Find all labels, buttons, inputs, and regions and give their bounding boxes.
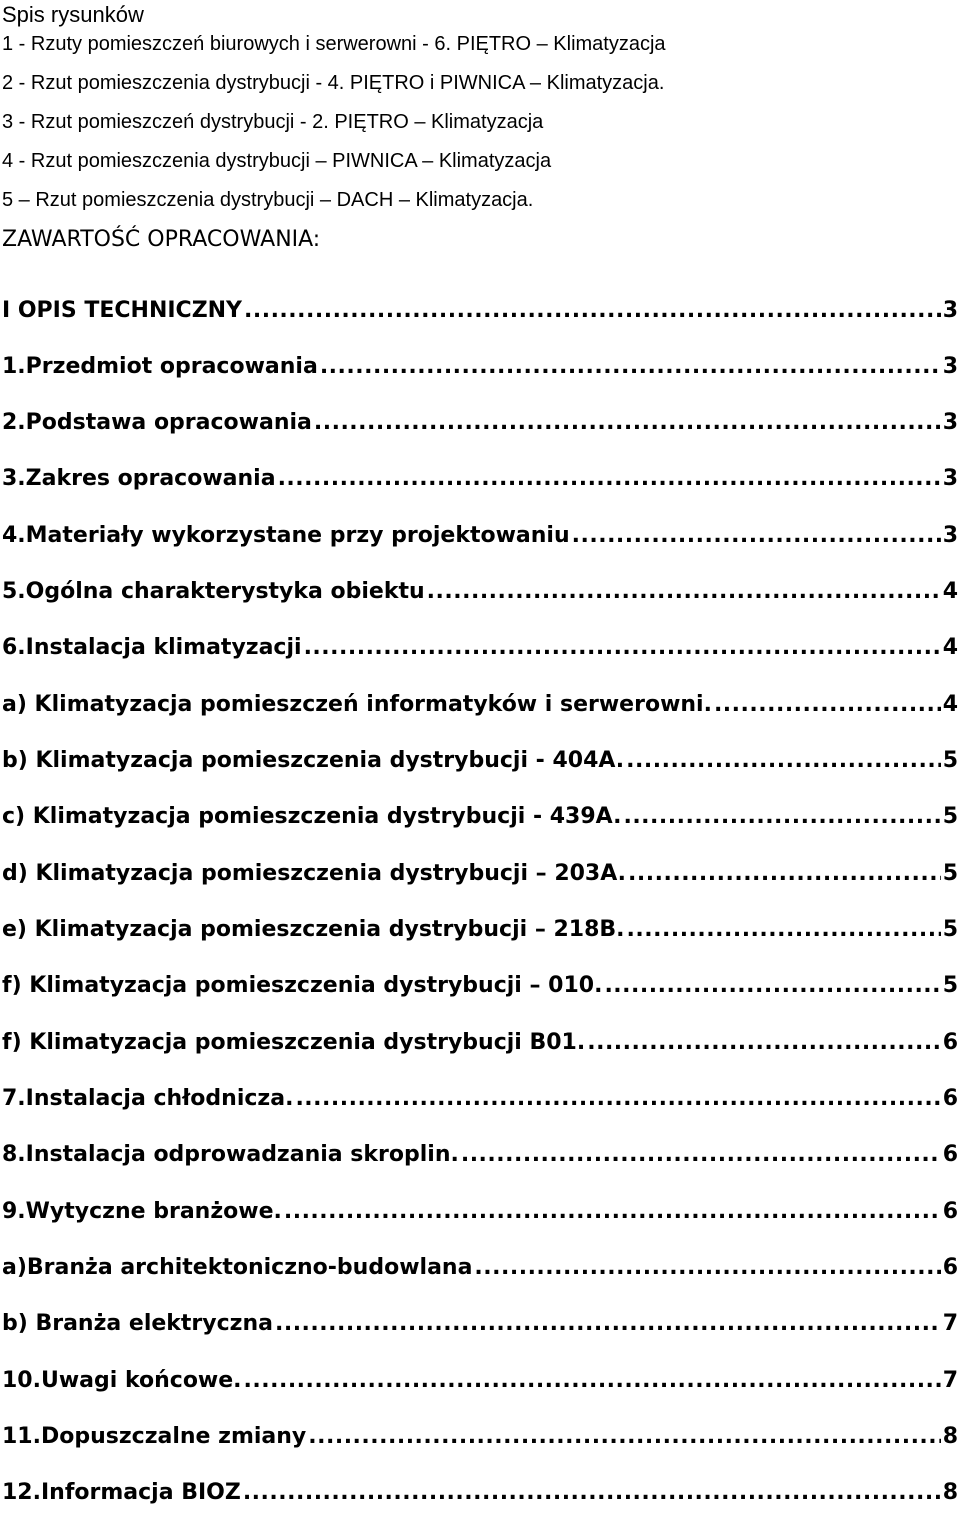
toc-entry-title: c) Klimatyzacja pomieszczenia dystrybucji - 439A. (2, 804, 622, 829)
toc-entry-title: b) Klimatyzacja pomieszczenia dystrybucji - 404A. (2, 748, 625, 773)
toc-leader-dots (627, 912, 941, 948)
toc-entry[interactable] (2, 1363, 958, 1399)
toc-entry-title: 1.Przedmiot opracowania (2, 354, 318, 379)
toc-entry-title: d) Klimatyzacja pomieszczenia dystrybucji – 203A. (2, 861, 627, 886)
toc-entry-title: 6.Instalacja klimatyzacji (2, 635, 302, 660)
toc-entry-page: 6 (942, 1030, 958, 1055)
toc-entry[interactable] (2, 518, 958, 554)
toc-entry-page: 7 (942, 1368, 958, 1393)
toc-entry-page: 7 (942, 1311, 958, 1336)
toc-entry-page: 4 (942, 579, 958, 604)
toc-entry-title: f) Klimatyzacja pomieszczenia dystrybucji – 010. (2, 973, 603, 998)
toc-entry[interactable] (2, 1025, 958, 1061)
toc-entry-title: 9.Wytyczne branżowe. (2, 1199, 282, 1224)
toc-entry[interactable] (2, 687, 958, 723)
toc-leader-dots (427, 574, 941, 610)
toc-leader-dots (604, 968, 940, 1004)
toc-entry-page: 5 (942, 861, 958, 886)
toc-leader-dots (626, 743, 941, 779)
toc-leader-dots (308, 1419, 940, 1455)
toc-leader-dots (284, 1194, 941, 1230)
toc-entry[interactable] (2, 968, 958, 1004)
toc-entry[interactable] (2, 1419, 958, 1455)
toc-leader-dots (243, 1475, 941, 1511)
toc-entry-title: 5.Ogólna charakterystyka obiektu (2, 579, 425, 604)
toc-entry-page: 6 (942, 1199, 958, 1224)
toc-entry[interactable] (2, 349, 958, 385)
toc-entry[interactable] (2, 293, 958, 329)
toc-entry[interactable] (2, 912, 958, 948)
toc-entry[interactable] (2, 1475, 958, 1511)
toc-entry-page: 4 (942, 692, 958, 717)
toc-entry[interactable] (2, 630, 958, 666)
toc-leader-dots (314, 405, 941, 441)
toc-leader-dots (244, 1363, 941, 1399)
toc-entry-page: 3 (942, 410, 958, 435)
toc-entry-title: 4.Materiały wykorzystane przy projektowaniu (2, 523, 570, 548)
toc-leader-dots (278, 461, 941, 497)
toc-entry-page: 4 (942, 635, 958, 660)
toc-leader-dots (244, 293, 941, 329)
toc-entry-title: I OPIS TECHNICZNY (2, 298, 242, 323)
toc-entry-page: 3 (942, 523, 958, 548)
toc-entry-page: 3 (942, 298, 958, 323)
figure-item-2: 2 - Rzut pomieszczenia dystrybucji - 4. PIĘTRO i PIWNICA – Klimatyzacja. (2, 72, 665, 94)
toc-entry[interactable] (2, 1194, 958, 1230)
contents-heading: ZAWARTOŚĆ OPRACOWANIA: (2, 227, 321, 252)
toc-entry-title: f) Klimatyzacja pomieszczenia dystrybucji B01. (2, 1030, 586, 1055)
toc-entry-title: a) Klimatyzacja pomieszczeń informatyków i serwerowni. (2, 692, 712, 717)
toc-entry[interactable] (2, 1250, 958, 1286)
figure-item-4: 4 - Rzut pomieszczenia dystrybucji – PIWNICA – Klimatyzacja (2, 150, 552, 172)
toc-entry-page: 5 (942, 804, 958, 829)
toc-entry-title: 2.Podstawa opracowania (2, 410, 312, 435)
toc-entry-page: 6 (942, 1255, 958, 1280)
toc-leader-dots (474, 1250, 940, 1286)
toc-leader-dots (295, 1081, 940, 1117)
toc-entry[interactable] (2, 1137, 958, 1173)
toc-entry[interactable] (2, 461, 958, 497)
toc-leader-dots (714, 687, 941, 723)
toc-entry-page: 5 (942, 748, 958, 773)
figure-item-1: 1 - Rzuty pomieszczeń biurowych i serwerowni - 6. PIĘTRO – Klimatyzacja (2, 33, 666, 55)
figures-heading: Spis rysunków (2, 2, 144, 27)
toc-entry[interactable] (2, 405, 958, 441)
toc-leader-dots (572, 518, 941, 554)
toc-entry[interactable] (2, 1306, 958, 1342)
toc-entry-page: 3 (942, 354, 958, 379)
toc-entry-title: 7.Instalacja chłodnicza. (2, 1086, 294, 1111)
toc-leader-dots (461, 1137, 941, 1173)
toc-entry-title: 10.Uwagi końcowe. (2, 1368, 242, 1393)
toc-entry[interactable] (2, 743, 958, 779)
toc-entry[interactable] (2, 856, 958, 892)
toc-leader-dots (304, 630, 941, 666)
toc-entry-page: 8 (942, 1424, 958, 1449)
toc-entry-page: 5 (942, 973, 958, 998)
toc-leader-dots (628, 856, 941, 892)
toc-entry-page: 5 (942, 917, 958, 942)
toc-entry-title: 11.Dopuszczalne zmiany (2, 1424, 307, 1449)
figure-item-5: 5 – Rzut pomieszczenia dystrybucji – DACH – Klimatyzacja. (2, 189, 534, 211)
toc-leader-dots (623, 799, 940, 835)
toc-entry[interactable] (2, 799, 958, 835)
toc-entry-title: e) Klimatyzacja pomieszczenia dystrybucji – 218B. (2, 917, 625, 942)
toc-entry-title: 8.Instalacja odprowadzania skroplin. (2, 1142, 459, 1167)
toc-entry-title: a)Branża architektoniczno-budowlana (2, 1255, 473, 1280)
toc-entry-page: 3 (942, 466, 958, 491)
toc-entry-title: b) Branża elektryczna (2, 1311, 273, 1336)
toc-entry-page: 6 (942, 1142, 958, 1167)
toc-leader-dots (587, 1025, 940, 1061)
toc-entry[interactable] (2, 1081, 958, 1117)
toc-leader-dots (320, 349, 941, 385)
toc-leader-dots (275, 1306, 941, 1342)
toc-entry[interactable] (2, 574, 958, 610)
toc-entry-page: 8 (942, 1480, 958, 1505)
toc-entry-title: 3.Zakres opracowania (2, 466, 276, 491)
toc-entry-title: 12.Informacja BIOZ (2, 1480, 241, 1505)
toc-entry-page: 6 (942, 1086, 958, 1111)
figure-item-3: 3 - Rzut pomieszczeń dystrybucji - 2. PIĘTRO – Klimatyzacja (2, 111, 544, 133)
